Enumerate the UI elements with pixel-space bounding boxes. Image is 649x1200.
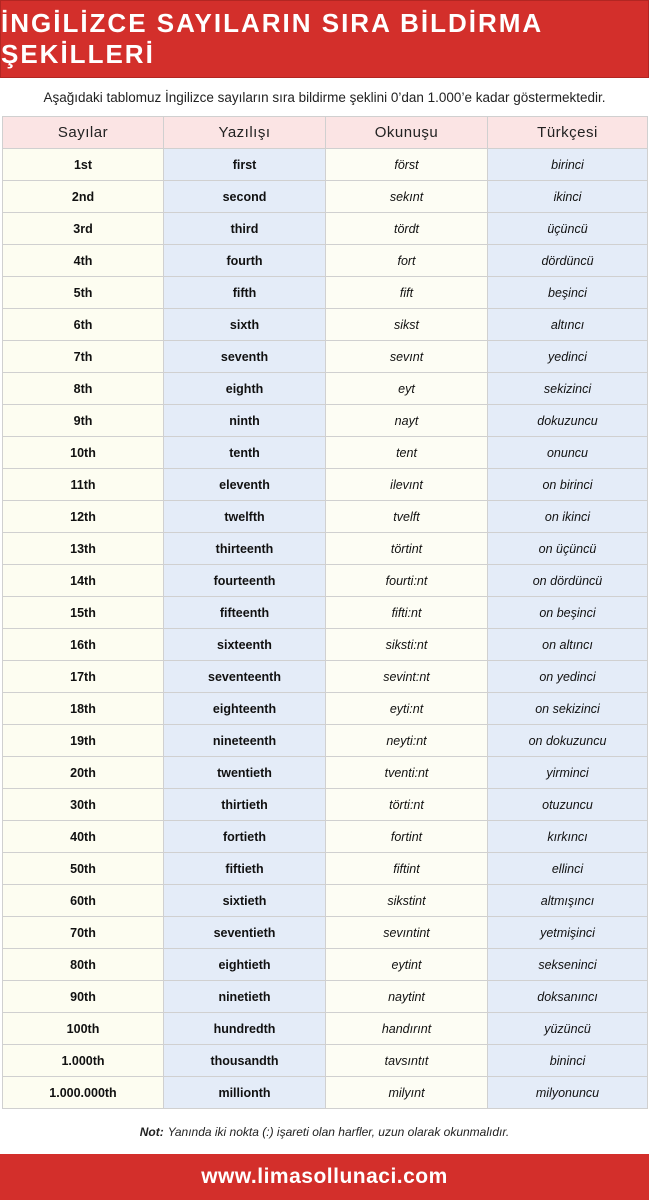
- cell-number: 10th: [3, 437, 164, 469]
- cell-pronunciation: fort: [326, 245, 488, 277]
- page-title: İNGİLİZCE SAYILARIN SIRA BİLDİRMA ŞEKİLLERİ: [1, 8, 543, 69]
- cell-spelling: third: [164, 213, 326, 245]
- table-row: [3, 885, 648, 917]
- cell-turkish: üçüncü: [488, 213, 648, 245]
- title-banner: [0, 0, 649, 78]
- cell-spelling: thousandth: [164, 1045, 326, 1077]
- cell-pronunciation: sekınt: [326, 181, 488, 213]
- cell-turkish: sekizinci: [488, 373, 648, 405]
- cell-turkish: ikinci: [488, 181, 648, 213]
- ordinal-numbers-table: [2, 116, 648, 1109]
- cell-pronunciation: fift: [326, 277, 488, 309]
- cell-turkish: beşinci: [488, 277, 648, 309]
- cell-turkish: yirminci: [488, 757, 648, 789]
- table-row: [3, 149, 648, 181]
- cell-spelling: eighteenth: [164, 693, 326, 725]
- cell-number: 14th: [3, 565, 164, 597]
- cell-spelling: sixtieth: [164, 885, 326, 917]
- cell-spelling: ninth: [164, 405, 326, 437]
- cell-spelling: millionth: [164, 1077, 326, 1109]
- cell-number: 9th: [3, 405, 164, 437]
- table-row: [3, 629, 648, 661]
- cell-spelling: fortieth: [164, 821, 326, 853]
- table-row: [3, 981, 648, 1013]
- intro-text: Aşağıdaki tablomuz İngilizce sayıların sıra bildirme şeklini 0’dan 1.000’e kadar göstermektedir.: [43, 89, 606, 105]
- table-row: [3, 1077, 648, 1109]
- cell-number: 11th: [3, 469, 164, 501]
- cell-turkish: kırkıncı: [488, 821, 648, 853]
- cell-number: 70th: [3, 917, 164, 949]
- cell-pronunciation: fifti:nt: [326, 597, 488, 629]
- table-row: [3, 661, 648, 693]
- cell-spelling: tenth: [164, 437, 326, 469]
- cell-number: 18th: [3, 693, 164, 725]
- cell-pronunciation: törti:nt: [326, 789, 488, 821]
- cell-turkish: on altıncı: [488, 629, 648, 661]
- cell-spelling: sixteenth: [164, 629, 326, 661]
- cell-pronunciation: tventi:nt: [326, 757, 488, 789]
- cell-number: 2nd: [3, 181, 164, 213]
- cell-spelling: thirteenth: [164, 533, 326, 565]
- cell-pronunciation: eyti:nt: [326, 693, 488, 725]
- cell-spelling: fourth: [164, 245, 326, 277]
- cell-turkish: dokuzuncu: [488, 405, 648, 437]
- cell-turkish: altıncı: [488, 309, 648, 341]
- table-body: [3, 149, 648, 1109]
- website-link[interactable]: www.limasollunaci.com: [201, 1165, 448, 1188]
- cell-pronunciation: törtint: [326, 533, 488, 565]
- cell-number: 19th: [3, 725, 164, 757]
- cell-pronunciation: nayt: [326, 405, 488, 437]
- cell-number: 80th: [3, 949, 164, 981]
- table-row: [3, 1013, 648, 1045]
- table-row: [3, 821, 648, 853]
- cell-turkish: yetmişinci: [488, 917, 648, 949]
- cell-pronunciation: sikstint: [326, 885, 488, 917]
- table-row: [3, 181, 648, 213]
- cell-pronunciation: fiftint: [326, 853, 488, 885]
- cell-spelling: thirtieth: [164, 789, 326, 821]
- cell-number: 1.000th: [3, 1045, 164, 1077]
- table-row: [3, 437, 648, 469]
- cell-spelling: eightieth: [164, 949, 326, 981]
- table-row: [3, 469, 648, 501]
- cell-pronunciation: tent: [326, 437, 488, 469]
- cell-turkish: on sekizinci: [488, 693, 648, 725]
- table-row: [3, 213, 648, 245]
- cell-spelling: fifth: [164, 277, 326, 309]
- cell-spelling: seventeenth: [164, 661, 326, 693]
- cell-pronunciation: eyt: [326, 373, 488, 405]
- cell-turkish: doksanıncı: [488, 981, 648, 1013]
- cell-turkish: yüzüncü: [488, 1013, 648, 1045]
- cell-spelling: fifteenth: [164, 597, 326, 629]
- cell-number: 8th: [3, 373, 164, 405]
- note: [0, 1109, 649, 1155]
- cell-spelling: first: [164, 149, 326, 181]
- table-row: [3, 533, 648, 565]
- cell-number: 30th: [3, 789, 164, 821]
- cell-pronunciation: handırınt: [326, 1013, 488, 1045]
- table-row: [3, 405, 648, 437]
- cell-spelling: fourteenth: [164, 565, 326, 597]
- cell-pronunciation: milyınt: [326, 1077, 488, 1109]
- cell-spelling: seventh: [164, 341, 326, 373]
- table-row: [3, 597, 648, 629]
- cell-number: 13th: [3, 533, 164, 565]
- cell-number: 60th: [3, 885, 164, 917]
- cell-pronunciation: naytint: [326, 981, 488, 1013]
- table-row: [3, 693, 648, 725]
- cell-turkish: milyonuncu: [488, 1077, 648, 1109]
- table-row: [3, 1045, 648, 1077]
- table-row: [3, 309, 648, 341]
- cell-pronunciation: ilevınt: [326, 469, 488, 501]
- cell-spelling: eleventh: [164, 469, 326, 501]
- cell-turkish: on birinci: [488, 469, 648, 501]
- cell-number: 15th: [3, 597, 164, 629]
- column-header-numbers: Sayılar: [3, 117, 164, 149]
- table-row: [3, 341, 648, 373]
- cell-pronunciation: fortint: [326, 821, 488, 853]
- column-header-spelling: Yazılışı: [164, 117, 326, 149]
- cell-number: 1st: [3, 149, 164, 181]
- table-row: [3, 949, 648, 981]
- cell-turkish: on üçüncü: [488, 533, 648, 565]
- cell-number: 17th: [3, 661, 164, 693]
- cell-number: 3rd: [3, 213, 164, 245]
- table-row: [3, 789, 648, 821]
- footer-banner: [0, 1154, 649, 1200]
- cell-number: 5th: [3, 277, 164, 309]
- cell-number: 7th: [3, 341, 164, 373]
- cell-turkish: ellinci: [488, 853, 648, 885]
- table-header-row: [3, 117, 648, 149]
- table-row: [3, 757, 648, 789]
- cell-turkish: sekseninci: [488, 949, 648, 981]
- table-row: [3, 725, 648, 757]
- cell-number: 16th: [3, 629, 164, 661]
- note-label: Not:: [139, 1125, 164, 1139]
- cell-turkish: yedinci: [488, 341, 648, 373]
- table-row: [3, 373, 648, 405]
- table-row: [3, 501, 648, 533]
- cell-number: 40th: [3, 821, 164, 853]
- cell-pronunciation: sevıntint: [326, 917, 488, 949]
- cell-spelling: seventieth: [164, 917, 326, 949]
- cell-turkish: on beşinci: [488, 597, 648, 629]
- cell-turkish: onuncu: [488, 437, 648, 469]
- cell-spelling: eighth: [164, 373, 326, 405]
- cell-number: 4th: [3, 245, 164, 277]
- cell-spelling: ninetieth: [164, 981, 326, 1013]
- cell-pronunciation: sikst: [326, 309, 488, 341]
- cell-number: 1.000.000th: [3, 1077, 164, 1109]
- cell-turkish: dördüncü: [488, 245, 648, 277]
- cell-turkish: otuzuncu: [488, 789, 648, 821]
- cell-spelling: twelfth: [164, 501, 326, 533]
- cell-pronunciation: fourti:nt: [326, 565, 488, 597]
- cell-number: 90th: [3, 981, 164, 1013]
- table-row: [3, 853, 648, 885]
- cell-turkish: bininci: [488, 1045, 648, 1077]
- cell-pronunciation: först: [326, 149, 488, 181]
- cell-spelling: sixth: [164, 309, 326, 341]
- cell-turkish: on dokuzuncu: [488, 725, 648, 757]
- cell-turkish: altmışıncı: [488, 885, 648, 917]
- column-header-pronunciation: Okunuşu: [326, 117, 488, 149]
- cell-pronunciation: tavsıntıt: [326, 1045, 488, 1077]
- cell-pronunciation: neyti:nt: [326, 725, 488, 757]
- table-row: [3, 565, 648, 597]
- table-row: [3, 245, 648, 277]
- cell-spelling: hundredth: [164, 1013, 326, 1045]
- cell-turkish: on yedinci: [488, 661, 648, 693]
- cell-turkish: on ikinci: [488, 501, 648, 533]
- cell-spelling: second: [164, 181, 326, 213]
- cell-pronunciation: siksti:nt: [326, 629, 488, 661]
- cell-pronunciation: eytint: [326, 949, 488, 981]
- cell-pronunciation: sevint:nt: [326, 661, 488, 693]
- cell-number: 20th: [3, 757, 164, 789]
- cell-number: 100th: [3, 1013, 164, 1045]
- table-row: [3, 917, 648, 949]
- cell-number: 12th: [3, 501, 164, 533]
- cell-spelling: nineteenth: [164, 725, 326, 757]
- cell-pronunciation: tördt: [326, 213, 488, 245]
- note-text: Yanında iki nokta (:) işareti olan harfler, uzun olarak okunmalıdır.: [167, 1125, 510, 1139]
- cell-number: 6th: [3, 309, 164, 341]
- cell-turkish: birinci: [488, 149, 648, 181]
- cell-turkish: on dördüncü: [488, 565, 648, 597]
- cell-pronunciation: tvelft: [326, 501, 488, 533]
- cell-number: 50th: [3, 853, 164, 885]
- cell-spelling: fiftieth: [164, 853, 326, 885]
- table-row: [3, 277, 648, 309]
- cell-pronunciation: sevınt: [326, 341, 488, 373]
- cell-spelling: twentieth: [164, 757, 326, 789]
- column-header-turkish: Türkçesi: [488, 117, 648, 149]
